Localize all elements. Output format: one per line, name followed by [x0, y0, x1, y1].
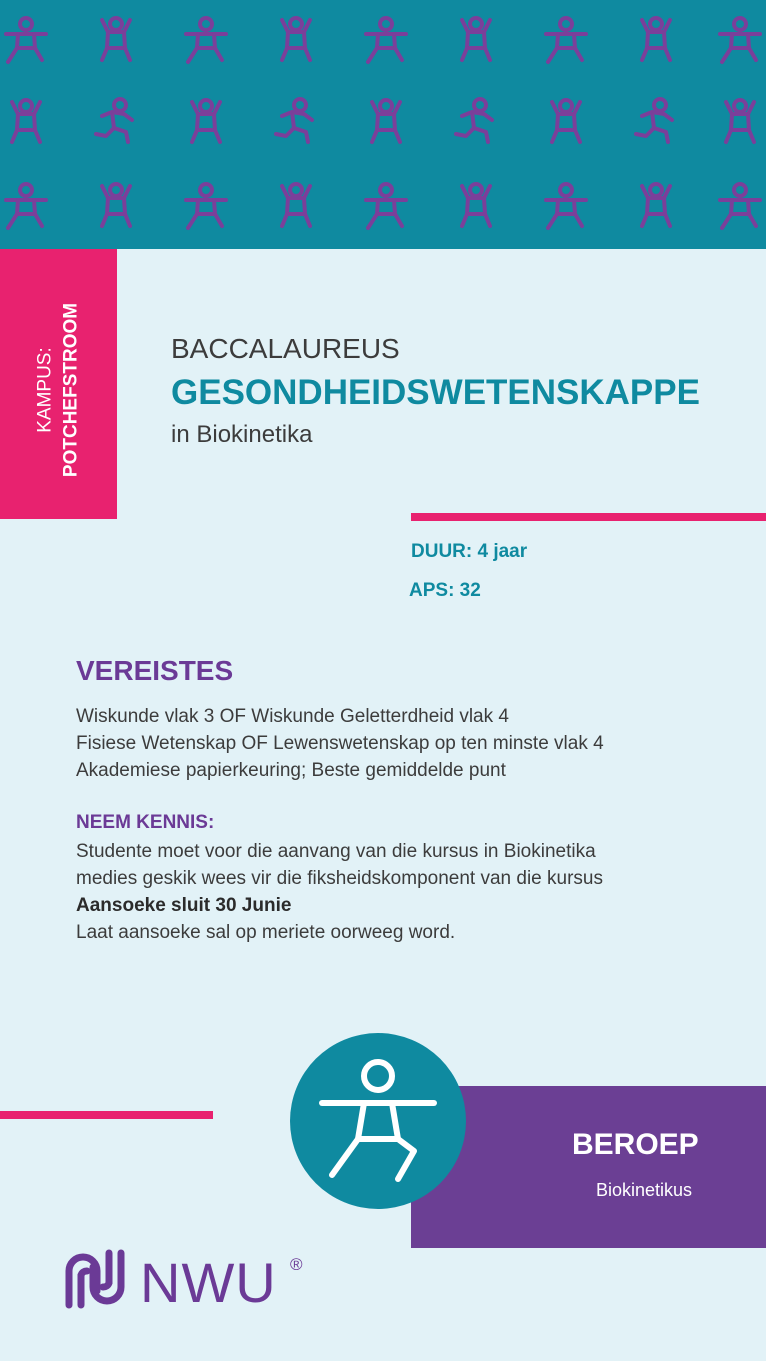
note-line: medies geskik wees vir die fiksheidskomponent van die kursus: [76, 868, 603, 889]
career-icon-circle: [290, 1033, 466, 1209]
logo-wordmark: NWU: [140, 1251, 277, 1314]
registered-mark: ®: [290, 1255, 303, 1274]
duration-info: DUUR: 4 jaar: [411, 541, 528, 562]
career-heading: BEROEP: [572, 1128, 699, 1161]
note-line: Studente moet voor die aanvang van die kursus in Biokinetika: [76, 841, 596, 862]
campus-label: [32, 303, 83, 477]
aps-info: APS: 32: [409, 580, 481, 601]
requirement-item: Wiskunde vlak 3 OF Wiskunde Geletterdheid vlak 4: [76, 706, 509, 727]
note-line: Laat aansoeke sal op meriete oorweeg word.: [76, 922, 456, 943]
header-banner: [0, 0, 766, 249]
note-body: [76, 838, 603, 946]
stretching-person-icon: [290, 1033, 466, 1209]
requirement-item: Akademiese papierkeuring; Beste gemiddelde punt: [76, 760, 506, 781]
requirements-list: [76, 703, 604, 784]
campus-prefix: KAMPUS:: [34, 347, 56, 433]
degree-title: GESONDHEIDSWETENSKAPPE: [171, 373, 700, 412]
application-deadline: Aansoeke sluit 30 Junie: [76, 895, 292, 916]
requirement-item: Fisiese Wetenskap OF Lewenswetenskap op ten minste vlak 4: [76, 733, 604, 754]
divider-line: [411, 513, 766, 521]
degree-specialization: in Biokinetika: [171, 421, 313, 448]
divider-line-bottom: [0, 1111, 213, 1119]
degree-type: BACCALAUREUS: [171, 333, 400, 364]
campus-name: POTCHEFSTROOM: [60, 302, 81, 478]
nwu-logo-icon: [63, 1247, 127, 1311]
career-title: Biokinetikus: [596, 1180, 693, 1200]
requirements-heading: VEREISTES: [76, 655, 234, 686]
stick-figure-pattern: [0, 0, 766, 249]
note-heading: NEEM KENNIS:: [76, 812, 215, 833]
